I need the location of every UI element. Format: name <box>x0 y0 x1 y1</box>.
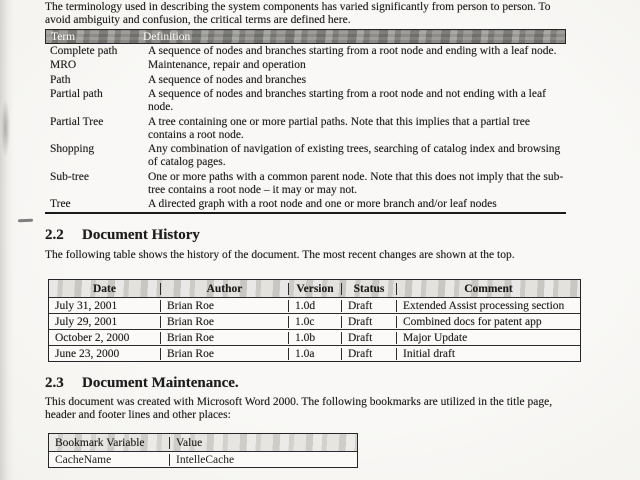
history-header-author: Author <box>160 283 288 295</box>
bookmark-header-variable: Bookmark Variable <box>55 436 145 449</box>
bookmark-table <box>48 433 358 468</box>
author-cell: Brian Roe <box>160 332 288 344</box>
history-header-version: Version <box>288 283 341 295</box>
definition-cell: Maintenance, repair and operation <box>148 59 306 72</box>
bookmark-header-row <box>49 434 357 451</box>
term-cell: Shopping <box>50 143 95 156</box>
version-cell: 1.0b <box>288 332 341 344</box>
history-header-comment: Comment <box>396 283 580 295</box>
comment-cell: Combined docs for patent app <box>396 316 580 328</box>
scan-artifact-left-band <box>0 0 14 480</box>
history-header-row <box>49 280 580 297</box>
section-number: 2.2 <box>45 227 64 243</box>
status-cell: Draft <box>341 300 396 312</box>
document-content <box>45 0 585 468</box>
comment-cell: Major Update <box>396 332 580 344</box>
bookmark-variable-cell: CacheName <box>55 453 112 466</box>
scan-artifact-smudge <box>1 98 10 158</box>
table-row <box>45 59 566 74</box>
term-cell: Path <box>50 73 71 86</box>
term-cell: Tree <box>50 198 71 211</box>
bookmark-value-cell: IntelleCache <box>169 454 357 466</box>
bookmark-table-body <box>49 451 357 467</box>
author-cell: Brian Roe <box>160 316 288 328</box>
terminology-table-body <box>45 44 566 212</box>
table-row <box>49 451 357 467</box>
definition-cell: A sequence of nodes and branches <box>148 73 307 86</box>
terminology-table-header-row <box>45 29 566 44</box>
version-cell: 1.0d <box>288 300 341 312</box>
section-heading-document-maintenance <box>45 376 585 391</box>
scan-artifact-dash <box>18 219 33 222</box>
section-title: Document Maintenance. <box>82 375 239 391</box>
table-row <box>45 170 566 198</box>
author-cell: Brian Roe <box>160 300 288 312</box>
history-header-status: Status <box>341 283 396 295</box>
bookmark-header-value: Value <box>169 437 357 449</box>
definition-cell: A sequence of nodes and branches starting from a root node and not ending with a leaf node. <box>148 88 546 114</box>
table-row <box>45 88 566 116</box>
table-row <box>49 345 580 361</box>
date-cell: October 2, 2000 <box>55 331 130 344</box>
history-intro-paragraph: The following table shows the history of the document. The most recent changes are shown at the top. <box>45 249 515 261</box>
table-row <box>49 329 580 345</box>
term-cell: MRO <box>50 59 77 72</box>
date-cell: June 23, 2000 <box>55 347 120 360</box>
maintenance-intro-paragraph: This document was created with Microsoft Word 2000. The following bookmarks are utilized in the title page, header and footer lines and other places: <box>45 396 553 421</box>
table-row <box>45 73 566 88</box>
definition-cell: A directed graph with a root node and one or more branch and/or leaf nodes <box>148 198 497 211</box>
table-row <box>45 198 566 213</box>
status-cell: Draft <box>341 332 396 344</box>
version-cell: 1.0a <box>288 348 341 360</box>
table-row <box>45 44 566 59</box>
date-cell: July 29, 2001 <box>55 315 118 328</box>
history-header-date: Date <box>93 282 116 295</box>
table-row <box>45 143 566 171</box>
definition-cell: A sequence of nodes and branches starting from a root node and ending with a leaf node. <box>148 44 557 57</box>
section-heading-document-history <box>45 228 585 243</box>
section-number: 2.3 <box>45 375 64 391</box>
comment-cell: Initial draft <box>396 348 580 360</box>
version-cell: 1.0c <box>288 316 341 328</box>
section-title: Document History <box>82 227 200 243</box>
history-table-body <box>49 297 580 361</box>
terminology-intro-paragraph: The terminology used in describing the system components has varied significantly from person to person. To avoid ambiguity and confusion, the critical terms are defined here. <box>45 1 551 26</box>
status-cell: Draft <box>341 348 396 360</box>
term-cell: Complete path <box>50 44 118 57</box>
table-row <box>49 297 580 313</box>
author-cell: Brian Roe <box>160 348 288 360</box>
table-row <box>45 115 566 143</box>
term-cell: Sub-tree <box>50 170 89 183</box>
definition-cell: One or more paths with a common parent node. Note that this does not imply that the sub-tree contains a root node – it may or may not. <box>148 170 564 196</box>
document-history-table <box>48 279 581 362</box>
term-cell: Partial path <box>50 88 103 101</box>
terminology-table <box>45 29 566 214</box>
date-cell: July 31, 2001 <box>55 299 118 312</box>
terminology-header-term: Term <box>51 30 76 43</box>
comment-cell: Extended Assist processing section <box>396 300 580 312</box>
terminology-header-definition: Definition <box>143 30 191 43</box>
table-row <box>49 313 580 329</box>
status-cell: Draft <box>341 316 396 328</box>
term-cell: Partial Tree <box>50 115 104 128</box>
definition-cell: Any combination of navigation of existing trees, searching of catalog index and browsing of catalog pages. <box>148 143 561 169</box>
definition-cell: A tree containing one or more partial paths. Note that this implies that a partial tree contains a root node. <box>148 115 530 141</box>
